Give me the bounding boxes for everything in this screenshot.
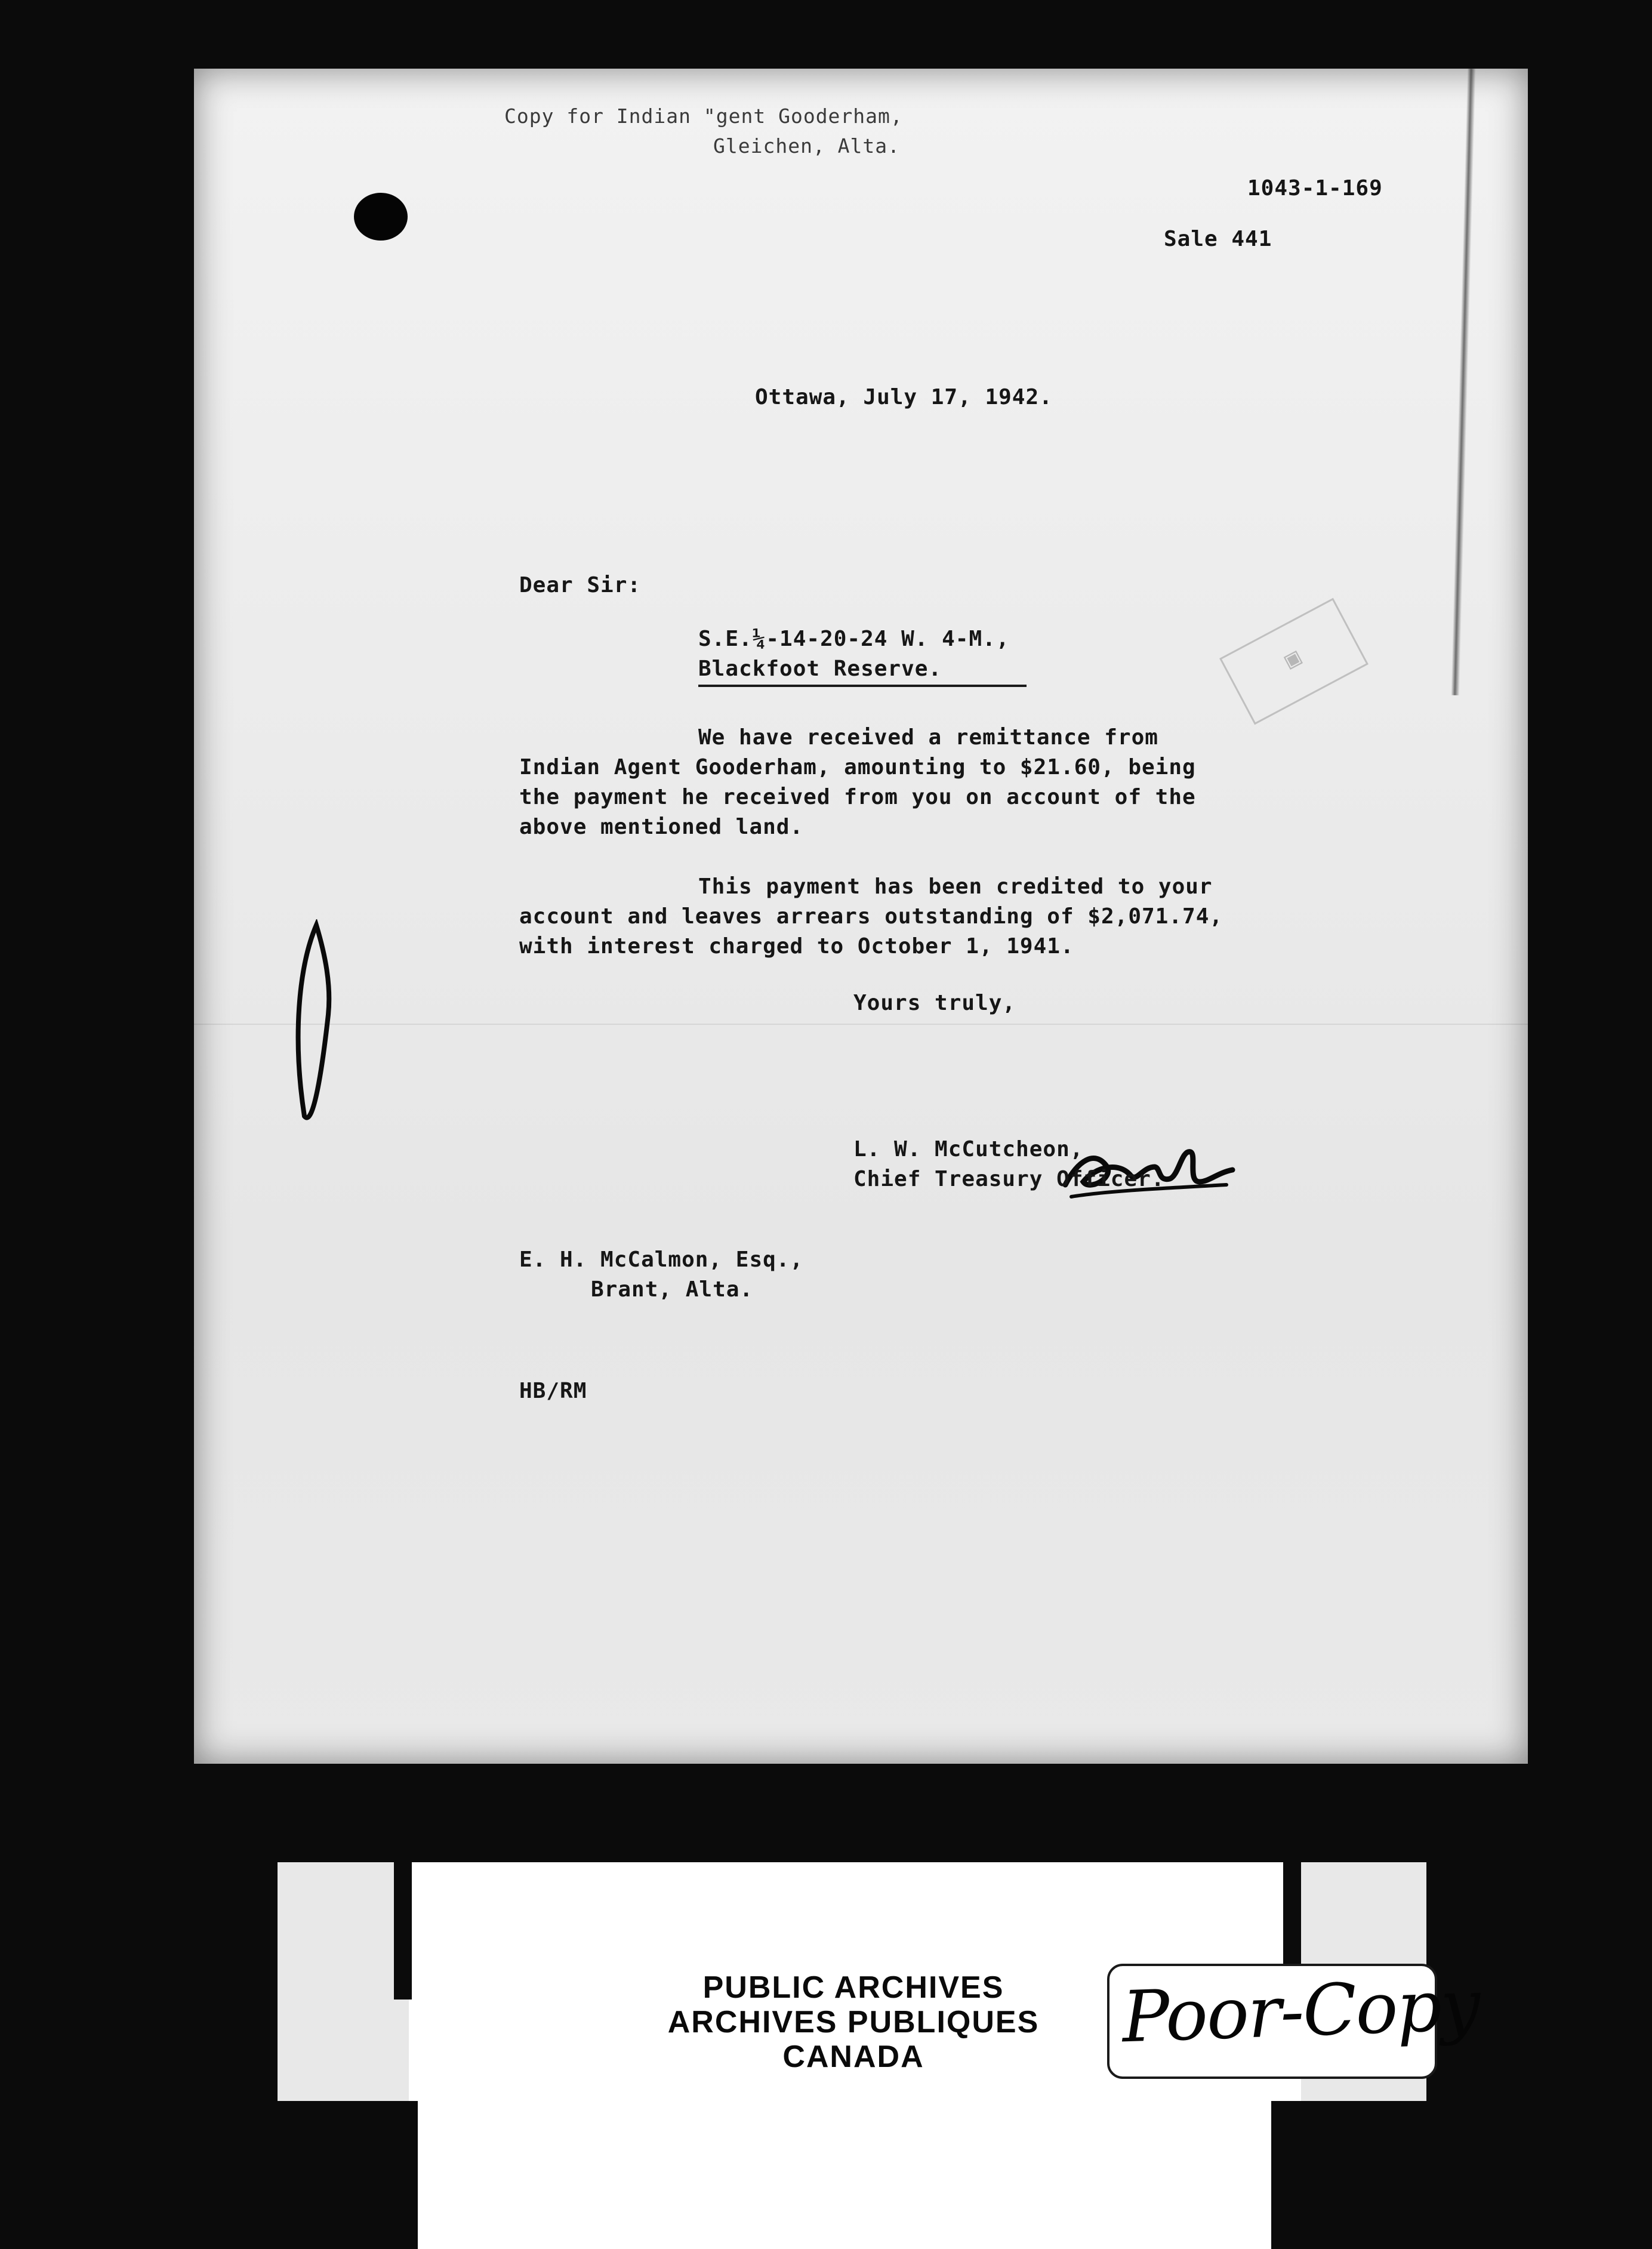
body-para1-line3: the payment he received from you on account of the: [519, 785, 1196, 809]
body-para2-line1: This payment has been credited to your: [698, 874, 1213, 899]
punch-hole: [354, 193, 408, 241]
addressee-place: Brant, Alta.: [591, 1277, 754, 1302]
signer-title: Chief Treasury Officer.: [853, 1167, 1165, 1191]
label-bottom-mask-right: [1271, 2101, 1426, 2249]
archive-label-line1: PUBLIC ARCHIVES: [702, 1970, 1004, 2005]
letter-sheet: [194, 69, 1528, 1764]
copy-note-line2: Gleichen, Alta.: [713, 134, 901, 158]
label-notch-left: [394, 1862, 412, 2000]
addressee-name: E. H. McCalmon, Esq.,: [519, 1247, 804, 1272]
body-para1-line1: We have received a remittance from: [698, 725, 1158, 750]
file-number: 1043-1-169: [1247, 176, 1383, 201]
label-bottom-mask-left: [278, 2101, 418, 2249]
closing: Yours truly,: [853, 991, 1016, 1015]
subject-line1: S.E.¼-14-20-24 W. 4-M.,: [698, 627, 1010, 651]
poor-copy-note: Poor-Copy: [1120, 1963, 1481, 2059]
copy-note-line1: Copy for Indian "gent Gooderham,: [504, 104, 903, 128]
salutation: Dear Sir:: [519, 573, 642, 597]
body-para2-line3: with interest charged to October 1, 1941.: [519, 934, 1074, 959]
signer-name: L. W. McCutcheon,: [853, 1137, 1084, 1162]
paper-crease: [194, 1024, 1528, 1025]
label-tab-left: [278, 1862, 409, 2101]
margin-pencil-mark: [281, 919, 346, 1134]
body-para2-line2: account and leaves arrears outstanding of $2,071.74,: [519, 904, 1223, 929]
reference-initials: HB/RM: [519, 1379, 587, 1403]
date-line: Ottawa, July 17, 1942.: [755, 385, 1053, 409]
archive-label-line3: CANADA: [782, 2039, 924, 2074]
subject-line2: Blackfoot Reserve.: [698, 657, 1027, 687]
faint-stamp: ▣: [1219, 598, 1369, 725]
fold-shadow: [1451, 69, 1475, 695]
body-para1-line2: Indian Agent Gooderham, amounting to $21.60, being: [519, 755, 1196, 780]
body-para1-line4: above mentioned land.: [519, 815, 804, 839]
sale-number: Sale 441: [1164, 227, 1272, 251]
archive-label-line2: ARCHIVES PUBLIQUES: [667, 2005, 1040, 2039]
